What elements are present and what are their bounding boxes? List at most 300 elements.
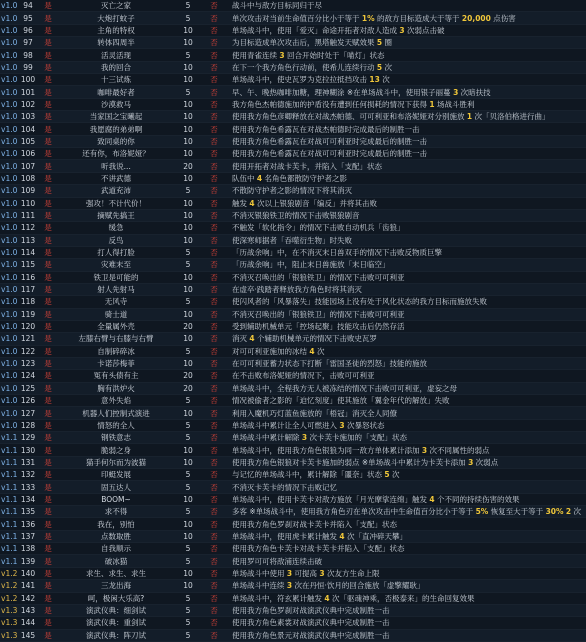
achievement-name-cell: 演武仪典：阵刀试 [57, 629, 175, 641]
description-cell: 不触发「软化指令」的情况下击败自动机兵「齿狼」 [227, 222, 586, 234]
flag-yes-cell: 是 [39, 12, 57, 24]
version-cell: v1.0 [1, 75, 17, 85]
table-row [0, 518, 586, 530]
version-cell: v1.1 [1, 482, 17, 492]
flag-no-cell: 否 [201, 567, 227, 579]
flag-no-cell: 否 [201, 24, 227, 36]
reward-count-cell: 10 [175, 271, 201, 283]
flag-no-cell: 否 [201, 617, 227, 629]
description-cell: 在不击败布洛妮娅的情况下，击败可可利亚 [227, 370, 586, 382]
id-cell: 110 [17, 197, 39, 209]
description-cell: 单场战斗中累计让全人可燃进入 3 次暴怒状态 [227, 419, 586, 431]
version-cell: v1.2 [1, 568, 17, 578]
flag-no-cell: 否 [201, 37, 227, 49]
version-cell: v1.1 [1, 433, 17, 443]
achievement-name-cell: 灭亡之家 [57, 0, 175, 12]
flag-no-cell: 否 [201, 222, 227, 234]
flag-yes-cell: 是 [39, 333, 57, 345]
description-cell: 单场战斗中，使用卡芙卡对敌方施放「月光摩挲连绵」触发 4 个不同的持续伤害的效果 [227, 493, 586, 505]
version-cell: v1.0 [1, 1, 17, 11]
reward-count-cell: 5 [175, 49, 201, 61]
table-row [0, 345, 586, 357]
version-cell: v1.0 [1, 359, 17, 369]
flag-no-cell: 否 [201, 246, 227, 258]
flag-no-cell: 否 [201, 283, 227, 295]
description-cell: 为目标造成单次攻击后，黑塔触发天赋效果 5 圈 [227, 37, 586, 49]
version-cell: v1.0 [1, 211, 17, 221]
reward-count-cell: 10 [175, 74, 201, 86]
description-cell: 使用我方角色卡芙卡对战卡芙卡并陷入「支配」状态 [227, 543, 586, 555]
table-row [0, 98, 586, 110]
flag-yes-cell: 是 [39, 604, 57, 616]
description-cell: 单场战斗中，符玄累计触发 4 次「驱魂神乘，否极泰来」的生命回复效果 [227, 592, 586, 604]
flag-yes-cell: 是 [39, 37, 57, 49]
reward-count-cell: 10 [175, 222, 201, 234]
version-cell: v1.0 [1, 223, 17, 233]
table-row [0, 185, 586, 197]
achievement-name-cell: 灾难末至 [57, 259, 175, 271]
id-cell: 127 [17, 407, 39, 419]
flag-no-cell: 否 [201, 135, 227, 147]
achievement-name-cell: 我在，别怕 [57, 518, 175, 530]
version-cell: v1.0 [1, 161, 17, 171]
table-row [0, 382, 586, 394]
reward-count-cell: 10 [175, 197, 201, 209]
flag-yes-cell: 是 [39, 419, 57, 431]
id-cell: 106 [17, 148, 39, 160]
flag-no-cell: 否 [201, 148, 227, 160]
flag-no-cell: 否 [201, 444, 227, 456]
table-row [0, 271, 586, 283]
flag-yes-cell: 是 [39, 481, 57, 493]
version-cell: v1.0 [1, 322, 17, 332]
reward-count-cell: 5 [175, 12, 201, 24]
table-row [0, 567, 586, 579]
description-cell: 单次攻击对当前生命值百分比小于等于 1% 的敌方目标造成大于等于 20,000 点伤害 [227, 12, 586, 24]
flag-yes-cell: 是 [39, 148, 57, 160]
description-cell: 单场战斗中累计解除 3 次卡芙卡施加的「支配」状态 [227, 432, 586, 444]
version-cell: v1.0 [1, 124, 17, 134]
reward-count-cell: 10 [175, 283, 201, 295]
reward-count-cell: 5 [175, 617, 201, 629]
table-row [0, 86, 586, 98]
version-cell: v1.1 [1, 556, 17, 566]
id-cell: 102 [17, 98, 39, 110]
achievement-name-cell: 求不得 [57, 506, 175, 518]
flag-yes-cell: 是 [39, 617, 57, 629]
version-cell: v1.3 [1, 606, 17, 616]
version-cell: v1.0 [1, 346, 17, 356]
flag-yes-cell: 是 [39, 629, 57, 641]
achievement-name-cell: 演武仪典：重剑试 [57, 617, 175, 629]
description-cell: 受到辅助机械单元「控场起聚」技能攻击后仍然存活 [227, 320, 586, 332]
version-cell: v1.0 [1, 62, 17, 72]
reward-count-cell: 10 [175, 24, 201, 36]
version-cell: v1.0 [1, 198, 17, 208]
version-cell: v1.0 [1, 25, 17, 35]
description-cell: 单场战斗中，使用「爱灭」命途开拓者对敌人造成 3 次弱点击破 [227, 24, 586, 36]
flag-yes-cell: 是 [39, 86, 57, 98]
description-cell: 使用我方角色希露瓦在对战杰帕德时完成最后的制胜一击 [227, 123, 586, 135]
achievement-name-cell: 还有你，布洛妮娅？ [57, 148, 175, 160]
description-cell: 使用我方角色希露瓦在对战可可利亚时完成最后的制胜一击 [227, 148, 586, 160]
version-cell: v1.0 [1, 13, 17, 23]
table-row [0, 370, 586, 382]
achievement-name-cell: 猫手何尔而为波猫 [57, 456, 175, 468]
version-cell: v1.0 [1, 285, 17, 295]
id-cell: 116 [17, 271, 39, 283]
version-cell: v1.1 [1, 457, 17, 467]
table-row [0, 172, 586, 184]
table-row [0, 246, 586, 258]
table-row [0, 530, 586, 542]
description-cell: 单场战斗中连续 3 次在丹恒·饮月的回合施放「虚擎耀耿」 [227, 580, 586, 592]
id-cell: 111 [17, 209, 39, 221]
flag-yes-cell: 是 [39, 543, 57, 555]
flag-no-cell: 否 [201, 111, 227, 123]
flag-no-cell: 否 [201, 209, 227, 221]
table-row [0, 456, 586, 468]
description-cell: 我方角色杰帕德施加的护盾没有遭到任何损耗的情况下获得 1 场战斗胜利 [227, 98, 586, 110]
achievement-name-cell: 强攻！不计代价！ [57, 197, 175, 209]
description-cell: 单场战斗中，使用我方角色银狼为同一敌方单体累计添加 3 次不同属性的弱点 [227, 444, 586, 456]
flag-no-cell: 否 [201, 98, 227, 110]
flag-yes-cell: 是 [39, 518, 57, 530]
version-cell: v1.0 [1, 99, 17, 109]
flag-no-cell: 否 [201, 308, 227, 320]
flag-yes-cell: 是 [39, 222, 57, 234]
table-row [0, 481, 586, 493]
reward-count-cell: 10 [175, 111, 201, 123]
flag-yes-cell: 是 [39, 24, 57, 36]
achievement-name-cell: 呵，极闲大乐高? [57, 592, 175, 604]
table-row [0, 135, 586, 147]
table-row [0, 12, 586, 24]
description-cell: 使用青雀连续 3 回合开始时处于「喵灯」状态 [227, 49, 586, 61]
flag-no-cell: 否 [201, 259, 227, 271]
achievement-name-cell: 左膝右臂与右膝与右臂 [57, 333, 175, 345]
flag-yes-cell: 是 [39, 345, 57, 357]
achievement-name-cell: 十三试炼 [57, 74, 175, 86]
table-row [0, 61, 586, 73]
flag-yes-cell: 是 [39, 172, 57, 184]
flag-no-cell: 否 [201, 296, 227, 308]
achievement-name-cell: 活灵活现 [57, 49, 175, 61]
description-cell: 使闪风者的「风暴落失」技能园场上没有处于风化状态的我方目标而施放失败 [227, 296, 586, 308]
achievement-name-cell: 固五达人 [57, 481, 175, 493]
table-row [0, 197, 586, 209]
id-cell: 134 [17, 493, 39, 505]
flag-no-cell: 否 [201, 197, 227, 209]
flag-no-cell: 否 [201, 160, 227, 172]
reward-count-cell: 20 [175, 320, 201, 332]
flag-yes-cell: 是 [39, 209, 57, 221]
version-cell: v1.0 [1, 136, 17, 146]
description-cell: 使用开拓者对战卡芙卡，并陷入「支配」状态 [227, 160, 586, 172]
version-cell: v1.0 [1, 173, 17, 183]
flag-no-cell: 否 [201, 123, 227, 135]
version-cell: v1.3 [1, 618, 17, 628]
version-cell: v1.2 [1, 593, 17, 603]
description-cell: 不消灭银狼铁卫的情况下击败银狼剧音 [227, 209, 586, 221]
version-cell: v1.0 [1, 272, 17, 282]
id-cell: 123 [17, 357, 39, 369]
id-cell: 98 [17, 49, 39, 61]
reward-count-cell: 5 [175, 506, 201, 518]
flag-no-cell: 否 [201, 506, 227, 518]
table-row [0, 629, 586, 641]
version-cell: v1.0 [1, 149, 17, 159]
version-cell: v1.3 [1, 630, 17, 640]
achievement-name-cell: 情怒的全人 [57, 419, 175, 431]
flag-no-cell: 否 [201, 530, 227, 542]
id-cell: 99 [17, 61, 39, 73]
reward-count-cell: 5 [175, 395, 201, 407]
description-cell: 早、午、晚热咖啡加糖，理神糊涂 ※在单场战斗中，使用银子丽蔓 3 次暗扶技 [227, 86, 586, 98]
flag-yes-cell: 是 [39, 185, 57, 197]
achievement-name-cell: 骑士道 [57, 308, 175, 320]
flag-yes-cell: 是 [39, 432, 57, 444]
reward-count-cell: 5 [175, 481, 201, 493]
id-cell: 131 [17, 456, 39, 468]
version-cell: v1.1 [1, 544, 17, 554]
achievement-name-cell: 脆弱之身 [57, 444, 175, 456]
table-row [0, 296, 586, 308]
description-cell: 情况被偷者之影的「迫忆刻度」使其施放「翼金年代的解放」失败 [227, 395, 586, 407]
version-cell: v1.1 [1, 507, 17, 517]
version-cell: v1.0 [1, 235, 17, 245]
flag-no-cell: 否 [201, 185, 227, 197]
description-cell: 使用罗可可将敌浦连续击破 [227, 555, 586, 567]
flag-no-cell: 否 [201, 0, 227, 12]
id-cell: 115 [17, 259, 39, 271]
id-cell: 124 [17, 370, 39, 382]
table-row [0, 357, 586, 369]
achievement-name-cell: 摘赋先搞王 [57, 209, 175, 221]
achievement-name-cell: 主角的特权 [57, 24, 175, 36]
achievement-name-cell: 自制碎碎冰 [57, 345, 175, 357]
reward-count-cell: 5 [175, 246, 201, 258]
id-cell: 103 [17, 111, 39, 123]
reward-count-cell: 5 [175, 185, 201, 197]
version-cell: v1.1 [1, 470, 17, 480]
achievement-name-cell: 胸有洪炉火 [57, 382, 175, 394]
achievement-name-cell: 我的回合 [57, 61, 175, 73]
version-cell: v1.2 [1, 581, 17, 591]
flag-yes-cell: 是 [39, 246, 57, 258]
achievement-name-cell: 全量属外壳 [57, 320, 175, 332]
description-cell: 触发 4 次以上银狼剧音「编反」并将其击败 [227, 197, 586, 209]
description-cell: 使用我方角色彦卿释放在对战杰帕德、可可利亚和布洛妮娅对分别施放 1 次「贝洛伯格进行曲」 [227, 111, 586, 123]
table-row [0, 407, 586, 419]
id-cell: 105 [17, 135, 39, 147]
reward-count-cell: 10 [175, 98, 201, 110]
id-cell: 107 [17, 160, 39, 172]
table-row [0, 234, 586, 246]
achievement-name-cell: 无风寺 [57, 296, 175, 308]
id-cell: 145 [17, 629, 39, 641]
achievement-name-cell: 打人得打脸 [57, 246, 175, 258]
id-cell: 100 [17, 74, 39, 86]
flag-yes-cell: 是 [39, 197, 57, 209]
achievement-name-cell: 求生、求生、求生 [57, 567, 175, 579]
achievement-name-cell: 机器人们控制式演进 [57, 407, 175, 419]
table-row [0, 49, 586, 61]
table-row [0, 555, 586, 567]
description-cell: 队伍中 4 名角色都散防守护者之影 [227, 172, 586, 184]
reward-count-cell: 5 [175, 259, 201, 271]
version-cell: v1.1 [1, 519, 17, 529]
reward-count-cell: 10 [175, 61, 201, 73]
reward-count-cell: 10 [175, 493, 201, 505]
version-cell: v1.1 [1, 531, 17, 541]
flag-no-cell: 否 [201, 629, 227, 641]
reward-count-cell: 10 [175, 148, 201, 160]
description-cell: 使用我方角色素裳对战演武仪典中完成制胜一击 [227, 617, 586, 629]
achievement-name-cell: 点数取胜 [57, 530, 175, 542]
table-row [0, 419, 586, 431]
id-cell: 121 [17, 333, 39, 345]
reward-count-cell: 10 [175, 456, 201, 468]
table-row [0, 222, 586, 234]
version-cell: v1.0 [1, 87, 17, 97]
flag-yes-cell: 是 [39, 592, 57, 604]
id-cell: 96 [17, 24, 39, 36]
flag-yes-cell: 是 [39, 567, 57, 579]
description-cell: 单场战斗中，使史瓦罗为克拉拉抵挡攻击 13 次 [227, 74, 586, 86]
achievement-name-cell: 缓急 [57, 222, 175, 234]
id-cell: 125 [17, 382, 39, 394]
id-cell: 109 [17, 185, 39, 197]
table-row [0, 543, 586, 555]
achievement-name-cell: 咖啡最好者 [57, 86, 175, 98]
table-row [0, 333, 586, 345]
description-cell: 消灭 4 个辅助机械单元的情况下击败史瓦罗 [227, 333, 586, 345]
achievement-name-cell: 自我顺示 [57, 543, 175, 555]
id-cell: 142 [17, 592, 39, 604]
reward-count-cell: 5 [175, 0, 201, 12]
table-row [0, 493, 586, 505]
table-row [0, 308, 586, 320]
flag-yes-cell: 是 [39, 234, 57, 246]
description-cell: 使用我方角色景元对战演武仪典中完成制胜一击 [227, 629, 586, 641]
flag-yes-cell: 是 [39, 506, 57, 518]
flag-no-cell: 否 [201, 12, 227, 24]
flag-yes-cell: 是 [39, 49, 57, 61]
version-cell: v1.0 [1, 371, 17, 381]
id-cell: 104 [17, 123, 39, 135]
reward-count-cell: 5 [175, 555, 201, 567]
flag-no-cell: 否 [201, 74, 227, 86]
reward-count-cell: 10 [175, 37, 201, 49]
reward-count-cell: 20 [175, 160, 201, 172]
flag-yes-cell: 是 [39, 357, 57, 369]
reward-count-cell: 10 [175, 407, 201, 419]
id-cell: 143 [17, 604, 39, 616]
flag-no-cell: 否 [201, 357, 227, 369]
id-cell: 117 [17, 283, 39, 295]
id-cell: 97 [17, 37, 39, 49]
version-cell: v1.0 [1, 309, 17, 319]
id-cell: 135 [17, 506, 39, 518]
reward-count-cell: 20 [175, 382, 201, 394]
reward-count-cell: 5 [175, 432, 201, 444]
achievement-name-cell: 意外失焰 [57, 395, 175, 407]
table-row [0, 617, 586, 629]
id-cell: 112 [17, 222, 39, 234]
flag-yes-cell: 是 [39, 271, 57, 283]
achievement-name-cell: 听我说... [57, 160, 175, 172]
id-cell: 126 [17, 395, 39, 407]
flag-yes-cell: 是 [39, 98, 57, 110]
id-cell: 129 [17, 432, 39, 444]
reward-count-cell: 20 [175, 370, 201, 382]
flag-yes-cell: 是 [39, 283, 57, 295]
flag-yes-cell: 是 [39, 123, 57, 135]
id-cell: 140 [17, 567, 39, 579]
version-cell: v1.1 [1, 494, 17, 504]
table-row [0, 506, 586, 518]
description-cell: 与记忆的单场战斗中，累计解除「噩奈」状态 5 次 [227, 469, 586, 481]
id-cell: 114 [17, 246, 39, 258]
table-row [0, 148, 586, 160]
flag-no-cell: 否 [201, 234, 227, 246]
table-row [0, 37, 586, 49]
reward-count-cell: 5 [175, 604, 201, 616]
flag-yes-cell: 是 [39, 308, 57, 320]
flag-no-cell: 否 [201, 518, 227, 530]
version-cell: v1.0 [1, 396, 17, 406]
flag-no-cell: 否 [201, 580, 227, 592]
id-cell: 130 [17, 444, 39, 456]
version-cell: v1.0 [1, 112, 17, 122]
id-cell: 119 [17, 308, 39, 320]
description-cell: 多客 ※单场战斗中，使用我方角色刃在单次攻击中生命值百分比小于等于 5% 恢复至大于等于 30% 2 次 [227, 506, 586, 518]
reward-count-cell: 10 [175, 123, 201, 135]
description-cell: 单场战斗中使用 3 可提高 3 次友方生命上限 [227, 567, 586, 579]
reward-count-cell: 5 [175, 629, 201, 641]
flag-yes-cell: 是 [39, 296, 57, 308]
table-row [0, 283, 586, 295]
flag-yes-cell: 是 [39, 111, 57, 123]
version-cell: v1.0 [1, 50, 17, 60]
description-cell: 在可可利亚蓄力状态下打断「雷国圣徒的烈怒」技能的施放 [227, 357, 586, 369]
description-cell: 对可可利亚施加的冰结 4 次 [227, 345, 586, 357]
flag-yes-cell: 是 [39, 74, 57, 86]
description-cell: 「历战余响」中，阻止末日兽施放「末日临空」 [227, 259, 586, 271]
flag-no-cell: 否 [201, 49, 227, 61]
description-cell: 不散防守护者之影的情况下将其消灭 [227, 185, 586, 197]
flag-no-cell: 否 [201, 172, 227, 184]
description-cell: 使深寒师据者「吞噬衍生物」时失败 [227, 234, 586, 246]
reward-count-cell: 5 [175, 592, 201, 604]
flag-no-cell: 否 [201, 345, 227, 357]
achievement-name-cell: 射人先射马 [57, 283, 175, 295]
table-row [0, 432, 586, 444]
reward-count-cell: 5 [175, 543, 201, 555]
id-cell: 136 [17, 518, 39, 530]
reward-count-cell: 10 [175, 135, 201, 147]
reward-count-cell: 10 [175, 444, 201, 456]
description-cell: 在虚卒·践踏者释放我方角色时将其消灭 [227, 283, 586, 295]
achievement-name-cell: 三龙出海 [57, 580, 175, 592]
reward-count-cell: 5 [175, 419, 201, 431]
achievement-name-cell: BOOM~ [57, 493, 175, 505]
flag-no-cell: 否 [201, 395, 227, 407]
flag-no-cell: 否 [201, 432, 227, 444]
achievement-name-cell: 大炮打蚊子 [57, 12, 175, 24]
flag-yes-cell: 是 [39, 135, 57, 147]
